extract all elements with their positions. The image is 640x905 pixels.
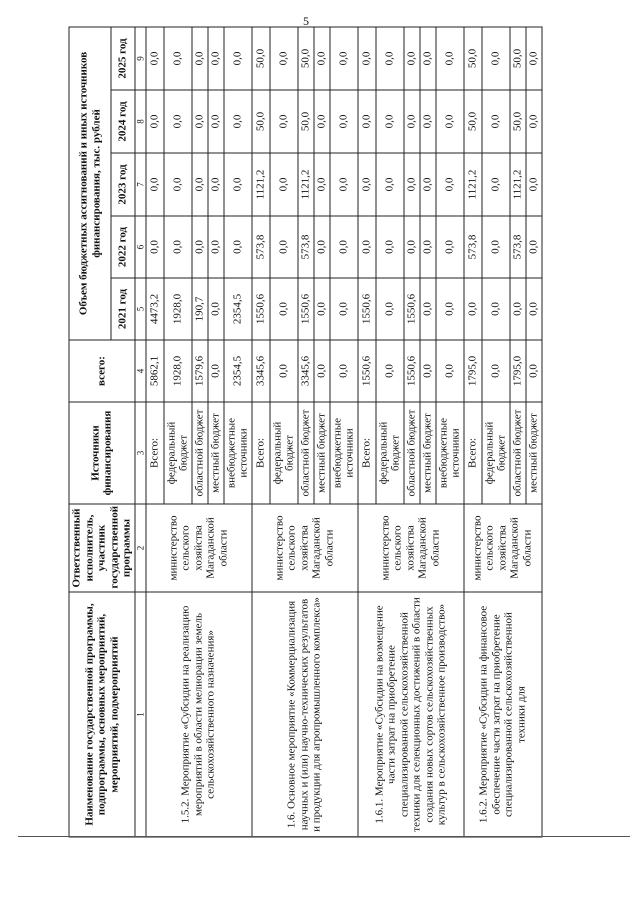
- total-value: 0,0: [208, 340, 224, 402]
- funding-source: внебюджетные источники: [330, 402, 358, 504]
- total-value: 1795,0: [510, 340, 526, 402]
- year-value: 0,0: [376, 216, 404, 278]
- executor-name: министерство сельского хозяйства Магаданской области: [464, 504, 542, 592]
- year-value: 0,0: [376, 90, 404, 153]
- executor-name: министерство сельского хозяйства Магаданской области: [252, 504, 358, 592]
- year-value: 0,0: [164, 216, 192, 278]
- funding-source: Всего:: [252, 402, 270, 504]
- year-value: 0,0: [314, 278, 330, 340]
- year-value: 1121,2: [252, 153, 270, 216]
- table-body: [146, 27, 542, 837]
- funding-source: областной бюджет: [510, 402, 526, 504]
- year-value: 0,0: [420, 216, 436, 278]
- header-total: всего:: [69, 340, 135, 402]
- year-value: 0,0: [270, 216, 298, 278]
- year-value: 0,0: [192, 216, 208, 278]
- year-value: 573,8: [510, 216, 526, 278]
- year-value: 0,0: [436, 27, 464, 90]
- table-row: [464, 27, 482, 837]
- header-year: 2023 год: [111, 153, 134, 216]
- year-value: 0,0: [436, 153, 464, 216]
- year-value: 0,0: [208, 278, 224, 340]
- year-value: 0,0: [376, 27, 404, 90]
- year-value: 0,0: [526, 216, 542, 278]
- column-number: 8: [135, 90, 146, 153]
- total-value: 1928,0: [164, 340, 192, 402]
- year-value: 0,0: [420, 153, 436, 216]
- table-row: [252, 27, 270, 837]
- year-value: 0,0: [404, 153, 420, 216]
- year-value: 0,0: [146, 90, 164, 153]
- column-number: 6: [135, 216, 146, 278]
- column-number: 3: [135, 402, 146, 504]
- year-value: 0,0: [224, 90, 252, 153]
- year-value: 0,0: [164, 90, 192, 153]
- year-value: 0,0: [526, 90, 542, 153]
- funding-source: областной бюджет: [404, 402, 420, 504]
- funding-source: федеральный бюджет: [482, 402, 510, 504]
- year-value: 50,0: [252, 90, 270, 153]
- executor-name: министерство сельского хозяйства Магаданской области: [358, 504, 464, 592]
- year-value: 0,0: [404, 27, 420, 90]
- column-number: 2: [135, 504, 146, 592]
- column-number: 9: [135, 27, 146, 90]
- year-value: 0,0: [330, 153, 358, 216]
- year-value: 0,0: [436, 278, 464, 340]
- year-value: 0,0: [482, 153, 510, 216]
- total-value: 3345,6: [252, 340, 270, 402]
- year-value: 0,0: [208, 27, 224, 90]
- page-number: 5: [303, 14, 309, 28]
- funding-source: областной бюджет: [298, 402, 314, 504]
- year-value: 0,0: [404, 90, 420, 153]
- total-value: 1795,0: [464, 340, 482, 402]
- year-value: 0,0: [208, 153, 224, 216]
- year-value: 0,0: [420, 27, 436, 90]
- year-value: 50,0: [252, 27, 270, 90]
- measure-name: 1.6.1. Мероприятие «Субсидии на возмещение части затрат на приобретение специализированной сельскохозяйственной техники для селекционных достижений в области создания новых сортов сельскохозяйственных культур в сельскохозяйственное производство»: [358, 592, 464, 837]
- year-value: 0,0: [270, 27, 298, 90]
- table-row: [146, 27, 164, 837]
- year-value: 0,0: [420, 90, 436, 153]
- year-value: 0,0: [192, 27, 208, 90]
- year-value: 1121,2: [464, 153, 482, 216]
- year-value: 0,0: [314, 216, 330, 278]
- year-value: 0,0: [146, 153, 164, 216]
- year-value: 0,0: [314, 90, 330, 153]
- year-value: 0,0: [224, 27, 252, 90]
- header-year: 2025 год: [111, 27, 134, 90]
- funding-source: местный бюджет: [314, 402, 330, 504]
- page-divider: [18, 836, 630, 837]
- funding-source: федеральный бюджет: [164, 402, 192, 504]
- total-value: 3345,6: [298, 340, 314, 402]
- year-value: 0,0: [330, 27, 358, 90]
- year-value: 0,0: [510, 278, 526, 340]
- year-value: 0,0: [270, 90, 298, 153]
- year-value: 50,0: [510, 27, 526, 90]
- total-value: 0,0: [270, 340, 298, 402]
- year-value: 573,8: [464, 216, 482, 278]
- year-value: 0,0: [358, 27, 376, 90]
- year-value: 0,0: [482, 90, 510, 153]
- year-value: 573,8: [252, 216, 270, 278]
- year-value: 0,0: [464, 278, 482, 340]
- funding-source: федеральный бюджет: [270, 402, 298, 504]
- year-value: 0,0: [224, 153, 252, 216]
- year-value: 0,0: [358, 90, 376, 153]
- funding-source: Всего:: [464, 402, 482, 504]
- year-value: 0,0: [526, 153, 542, 216]
- year-value: 4473,2: [146, 278, 164, 340]
- total-value: 0,0: [526, 340, 542, 402]
- year-value: 0,0: [376, 153, 404, 216]
- year-value: 0,0: [146, 216, 164, 278]
- measure-name: 1.6.2. Мероприятие «Субсидии на финансовое обеспечение части затрат на приобретение специализированной сельскохозяйственной техники для: [464, 592, 542, 837]
- column-number: 4: [135, 340, 146, 402]
- year-value: 1928,0: [164, 278, 192, 340]
- year-value: 573,8: [298, 216, 314, 278]
- column-number-row: [135, 27, 146, 837]
- measure-name: 1.6. Основное мероприятие «Коммерциализация научных и (или) научно-технических результатов и продукции для агропромышленного комплекса»: [252, 592, 358, 837]
- year-value: 0,0: [192, 90, 208, 153]
- header-volume: Объем бюджетных ассигнований и иных источников финансирования, тыс. рублей: [69, 27, 111, 340]
- year-value: 2354,5: [224, 278, 252, 340]
- year-value: 0,0: [482, 278, 510, 340]
- budget-table: [69, 26, 543, 837]
- column-number: 7: [135, 153, 146, 216]
- year-value: 0,0: [314, 153, 330, 216]
- year-value: 0,0: [482, 216, 510, 278]
- year-value: 1121,2: [510, 153, 526, 216]
- header-source: Источники финансирования: [69, 402, 135, 504]
- header-row-1: [69, 27, 111, 837]
- year-value: 50,0: [298, 27, 314, 90]
- table-row: [358, 27, 376, 837]
- total-value: 2354,5: [224, 340, 252, 402]
- year-value: 0,0: [164, 27, 192, 90]
- header-executor: Ответственный исполнитель, участник государственной программы: [69, 504, 135, 592]
- column-number: 1: [135, 592, 146, 837]
- funding-source: местный бюджет: [420, 402, 436, 504]
- funding-source: Всего:: [358, 402, 376, 504]
- year-value: 0,0: [208, 216, 224, 278]
- header-year: 2024 год: [111, 90, 134, 153]
- year-value: 0,0: [404, 216, 420, 278]
- total-value: 1579,6: [192, 340, 208, 402]
- year-value: 0,0: [376, 278, 404, 340]
- year-value: 0,0: [192, 153, 208, 216]
- total-value: 0,0: [436, 340, 464, 402]
- year-value: 0,0: [146, 27, 164, 90]
- year-value: 0,0: [330, 90, 358, 153]
- year-value: 50,0: [464, 90, 482, 153]
- funding-source: внебюджетные источники: [436, 402, 464, 504]
- year-value: 0,0: [436, 216, 464, 278]
- header-year: 2021 год: [111, 278, 134, 340]
- column-number: 5: [135, 278, 146, 340]
- total-value: 1550,6: [358, 340, 376, 402]
- total-value: 0,0: [420, 340, 436, 402]
- total-value: 0,0: [482, 340, 510, 402]
- total-value: 0,0: [330, 340, 358, 402]
- year-value: 0,0: [436, 90, 464, 153]
- header-name: Наименование государственной программы, подпрограммы, основных мероприятий, мероприятий, подмероприятий: [69, 592, 135, 837]
- year-value: 0,0: [224, 216, 252, 278]
- year-value: 0,0: [314, 27, 330, 90]
- measure-name: 1.5.2. Мероприятие «Субсидии на реализацию мероприятий в области мелиорации земель сельскохозяйственного назначения»: [146, 592, 252, 837]
- year-value: 0,0: [526, 27, 542, 90]
- funding-source: федеральный бюджет: [376, 402, 404, 504]
- year-value: 0,0: [270, 278, 298, 340]
- rotated-table-container: [69, 28, 634, 838]
- year-value: 50,0: [298, 90, 314, 153]
- year-value: 0,0: [270, 153, 298, 216]
- executor-name: министерство сельского хозяйства Магаданской области: [146, 504, 252, 592]
- total-value: 0,0: [376, 340, 404, 402]
- year-value: 0,0: [208, 90, 224, 153]
- year-value: 50,0: [510, 90, 526, 153]
- year-value: 50,0: [464, 27, 482, 90]
- total-value: 5862,1: [146, 340, 164, 402]
- header-year: 2022 год: [111, 216, 134, 278]
- year-value: 1550,6: [358, 278, 376, 340]
- year-value: 0,0: [358, 216, 376, 278]
- year-value: 0,0: [164, 153, 192, 216]
- year-value: 0,0: [420, 278, 436, 340]
- funding-source: внебюджетные источники: [224, 402, 252, 504]
- year-value: 1550,6: [404, 278, 420, 340]
- year-value: 1550,6: [252, 278, 270, 340]
- funding-source: областной бюджет: [192, 402, 208, 504]
- year-value: 0,0: [330, 216, 358, 278]
- funding-source: местный бюджет: [208, 402, 224, 504]
- year-value: 190,7: [192, 278, 208, 340]
- year-value: 1550,6: [298, 278, 314, 340]
- funding-source: Всего:: [146, 402, 164, 504]
- year-value: 1121,2: [298, 153, 314, 216]
- total-value: 1550,6: [404, 340, 420, 402]
- year-value: 0,0: [330, 278, 358, 340]
- year-value: 0,0: [482, 27, 510, 90]
- year-value: 0,0: [358, 153, 376, 216]
- funding-source: местный бюджет: [526, 402, 542, 504]
- total-value: 0,0: [314, 340, 330, 402]
- year-value: 0,0: [526, 278, 542, 340]
